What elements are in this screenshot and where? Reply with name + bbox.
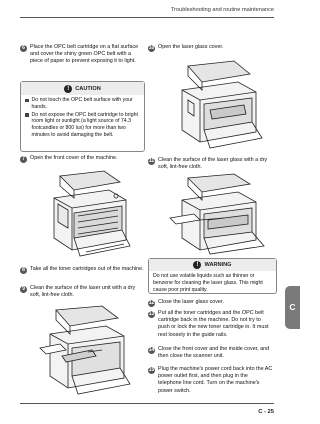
step-text: Close the front cover and the inside cover, and then close the scanner unit. xyxy=(158,346,270,360)
step-6 xyxy=(20,44,145,66)
chapter-tab: C xyxy=(285,286,300,329)
step-text: Open the front cover of the machine. xyxy=(30,155,118,161)
caution-item: Do not expose the OPC belt cartridge to bright room light or sunlight (a light source of 74.3 footcandles or 800 lux) for more than two minutes to avoid damaging the belt. xyxy=(25,112,140,139)
step-text: Take all the toner cartridges out of the machine. xyxy=(30,266,144,272)
step-14 xyxy=(148,346,273,360)
step-13 xyxy=(148,310,273,339)
page-number: C - 25 xyxy=(258,409,274,415)
step-number: 8 xyxy=(20,267,27,274)
step-number: 15 xyxy=(148,366,155,373)
step-number: 6 xyxy=(20,45,27,52)
step-text: Clean the surface of the laser glass with a dry soft, lint-free cloth. xyxy=(158,157,268,171)
step-7 xyxy=(20,155,145,163)
step-12 xyxy=(148,299,273,307)
printer-front-open-illustration xyxy=(34,168,134,260)
step-number: 9 xyxy=(20,286,27,293)
caution-header xyxy=(21,82,144,95)
step-text: Clean the surface of the laser unit with a dry soft, lint-free cloth. xyxy=(30,285,136,299)
open-laser-glass-cover-illustration xyxy=(164,58,268,150)
step-number: 10 xyxy=(148,44,155,51)
header-title: Troubleshooting and routine maintenance xyxy=(170,7,274,13)
caution-title: CAUTION xyxy=(75,85,101,92)
step-text: Plug the machine's power cord back into the AC power outlet first, and then plug in the telephone line cord. Turn on the machine's power switch. xyxy=(158,366,273,394)
bullet-square-icon xyxy=(25,113,29,117)
step-9 xyxy=(20,285,145,299)
caution-item: Do not touch the OPC belt surface with your hands. xyxy=(25,97,140,111)
clean-laser-unit-illustration xyxy=(32,304,136,399)
warning-header xyxy=(149,259,276,271)
step-number: 14 xyxy=(148,346,155,353)
exclamation-icon: ! xyxy=(64,85,72,93)
step-11 xyxy=(148,157,273,171)
warning-text: Do not use volatile liquids such as thinner or benzene for cleaning the laser glass. This might cause poor print quality. xyxy=(153,273,263,293)
exclamation-icon: ! xyxy=(193,261,201,269)
bullet-square-icon xyxy=(25,99,29,103)
step-number: 12 xyxy=(148,299,155,306)
step-number: 7 xyxy=(20,156,27,163)
step-text: Put all the toner cartridges and the OPC belt cartridge back in the machine. Do not try to push or lock the new toner cartridge in. It must rest loosely in the guide rails. xyxy=(158,310,269,338)
step-text: Place the OPC belt cartridge on a flat surface and cover the shiny green OPC belt with a piece of paper to prevent exposing it to light. xyxy=(30,44,139,65)
warning-box xyxy=(148,258,277,294)
step-text: Close the laser glass cover. xyxy=(158,299,224,305)
step-number: 11 xyxy=(148,157,155,164)
warning-title: WARNING xyxy=(204,262,232,268)
footer-rule xyxy=(20,403,274,404)
clean-laser-glass-illustration xyxy=(164,172,270,256)
step-number: 13 xyxy=(148,310,155,317)
header-rule xyxy=(20,17,274,18)
step-text: Open the laser glass cover. xyxy=(158,44,224,50)
step-15 xyxy=(148,366,273,395)
step-10 xyxy=(148,44,273,52)
step-8 xyxy=(20,266,145,274)
caution-box xyxy=(20,81,145,152)
